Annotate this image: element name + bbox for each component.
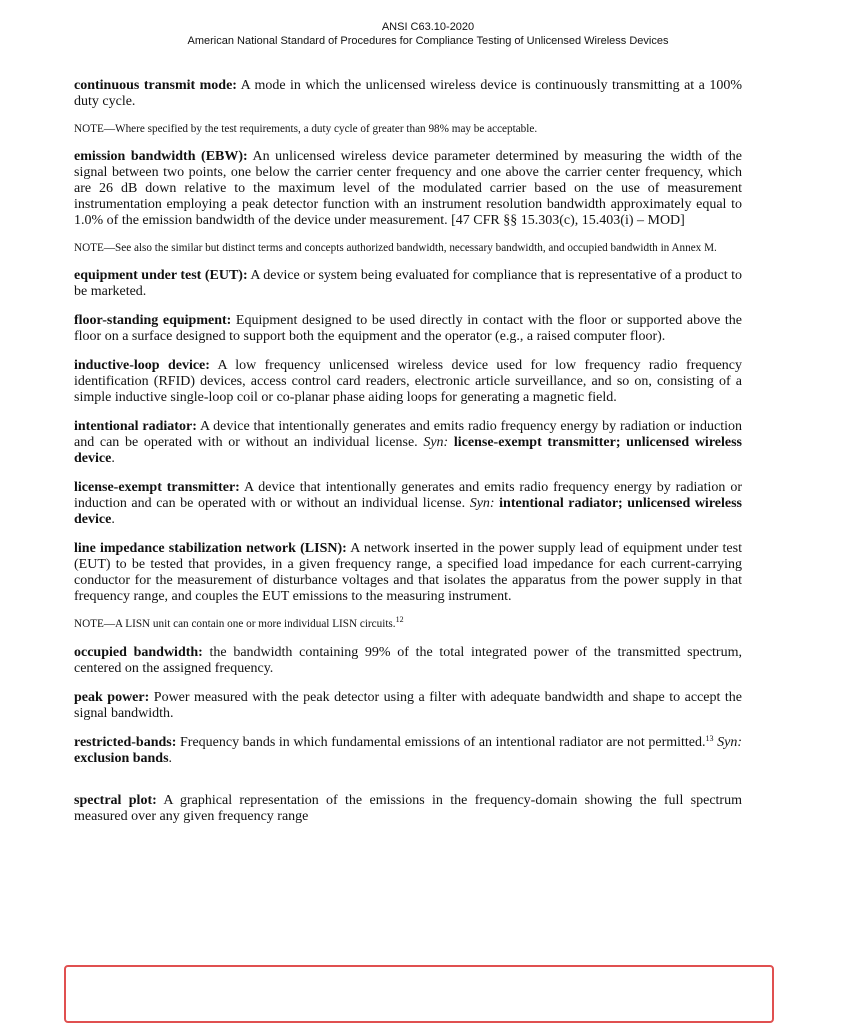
definition-emission-bandwidth <box>74 149 742 229</box>
definition-text: A graphical representation of the emissions in the frequency-domain showing the full spectrum measured over any given frequency range <box>74 793 742 824</box>
definition-text: A mode in which the unlicensed wireless device is continuously transmitting at a 100% duty cycle. <box>74 78 742 109</box>
definition-text: A low frequency unlicensed wireless device used for low frequency radio frequency identification (RFID) devices, access control card readers, electronic article surveillance, and so on, consisting of a simple inductive single-loop coil or co-planar phase aiding loops for generating a magnetic field. <box>74 358 743 405</box>
term: restricted-bands: <box>74 735 177 750</box>
term: intentional radiator: <box>74 419 197 434</box>
definition-text: the bandwidth containing 99% of the total integrated power of the transmitted spectrum, centered on the assigned frequency. <box>74 645 742 676</box>
syn-label: Syn: <box>423 435 449 450</box>
definition-text: An unlicensed wireless device parameter determined by measuring the width of the signal between two points, one below the carrier center frequency and one above the carrier center frequency, which are 26 dB down relative to the maximum level of the modulated carrier based on the use of measurement instrumentation employing a peak detector function with an instrument resolution bandwidth approximately equal to 1.0% of the emission bandwidth of the device under measurement. [47 CFR §§ 15.303(c), 15.403(i) – MOD] <box>74 149 743 228</box>
definition-text: A device or system being evaluated for compliance that is representative of a product to be marketed. <box>74 268 743 299</box>
definition-text: Power measured with the peak detector using a filter with adequate bandwidth and shape to accept the signal bandwidth. <box>74 690 742 721</box>
definition-lisn <box>74 541 742 605</box>
term: floor-standing equipment: <box>74 313 232 328</box>
term: occupied bandwidth: <box>74 645 203 660</box>
note-duty-cycle: NOTE—Where specified by the test requirements, a duty cycle of greater than 98% may be acceptable. <box>74 123 538 135</box>
term: continuous transmit mode: <box>74 78 237 93</box>
standard-number: ANSI C63.10-2020 <box>381 21 475 33</box>
highlight-box-spectral-plot <box>64 965 774 1023</box>
definition-continuous-transmit-mode <box>74 78 742 110</box>
definition-occupied-bandwidth <box>74 645 742 677</box>
note-lisn-circuits <box>74 617 742 632</box>
definition-text: Equipment designed to be used directly in contact with the floor or supported above the floor on a surface designed to support both the equipment and the operator (e.g., a raised computer floor). <box>74 313 743 344</box>
standard-title: American National Standard of Procedures for Compliance Testing of Unlicensed Wireless Devices <box>187 35 669 47</box>
definition-restricted-bands <box>74 735 742 767</box>
definition-spectral-plot <box>74 793 742 825</box>
definitions-list <box>74 78 742 825</box>
footnote-marker: 13 <box>705 734 714 743</box>
definition-text: Frequency bands in which fundamental emissions of an intentional radiator are not permitted. <box>176 735 706 750</box>
synonym-terms: intentional radiator; unlicensed wireless device <box>74 496 742 527</box>
term: line impedance stabilization network (LISN): <box>74 541 347 556</box>
syn-label: Syn: <box>713 735 742 750</box>
period: . <box>111 451 115 466</box>
definition-intentional-radiator <box>74 419 742 467</box>
term: inductive-loop device: <box>74 358 210 373</box>
synonym-terms: license-exempt transmitter; unlicensed wireless device <box>74 435 742 466</box>
term: spectral plot: <box>74 793 157 808</box>
synonym-terms: exclusion bands <box>74 751 169 766</box>
page-header <box>0 20 856 48</box>
definition-text: A device that intentionally generates and emits radio frequency energy by radiation or induction and can be operated with or without an individual license. <box>74 419 742 450</box>
definition-inductive-loop-device <box>74 358 742 406</box>
definition-text: A network inserted in the power supply lead of equipment under test (EUT) to be tested that provides, in a given frequency range, a specified load impedance for each current-carrying conductor for the measurement of disturbance voltages and that isolates the apparatus from the power supply in that frequency range, and couples the EUT emissions to the measuring instrument. <box>74 541 742 604</box>
definition-floor-standing-equipment <box>74 313 742 345</box>
term: license-exempt transmitter: <box>74 480 240 495</box>
term: peak power: <box>74 690 150 705</box>
period: . <box>111 512 115 527</box>
note-text: NOTE—A LISN unit can contain one or more individual LISN circuits. <box>74 618 396 630</box>
definition-equipment-under-test <box>74 268 742 300</box>
term: equipment under test (EUT): <box>74 268 248 283</box>
definition-license-exempt-transmitter <box>74 480 742 528</box>
term: emission bandwidth (EBW): <box>74 149 248 164</box>
note-bandwidth-terms: NOTE—See also the similar but distinct terms and concepts authorized bandwidth, necessary bandwidth, and occupied bandwidth in Annex M. <box>74 242 717 254</box>
definition-text: A device that intentionally generates and emits radio frequency energy by radiation or induction and can be operated with or without an individual license. <box>74 480 743 511</box>
footnote-marker: 12 <box>395 615 404 624</box>
period: . <box>168 751 173 766</box>
definition-peak-power <box>74 690 742 722</box>
syn-label: Syn: <box>469 496 495 511</box>
